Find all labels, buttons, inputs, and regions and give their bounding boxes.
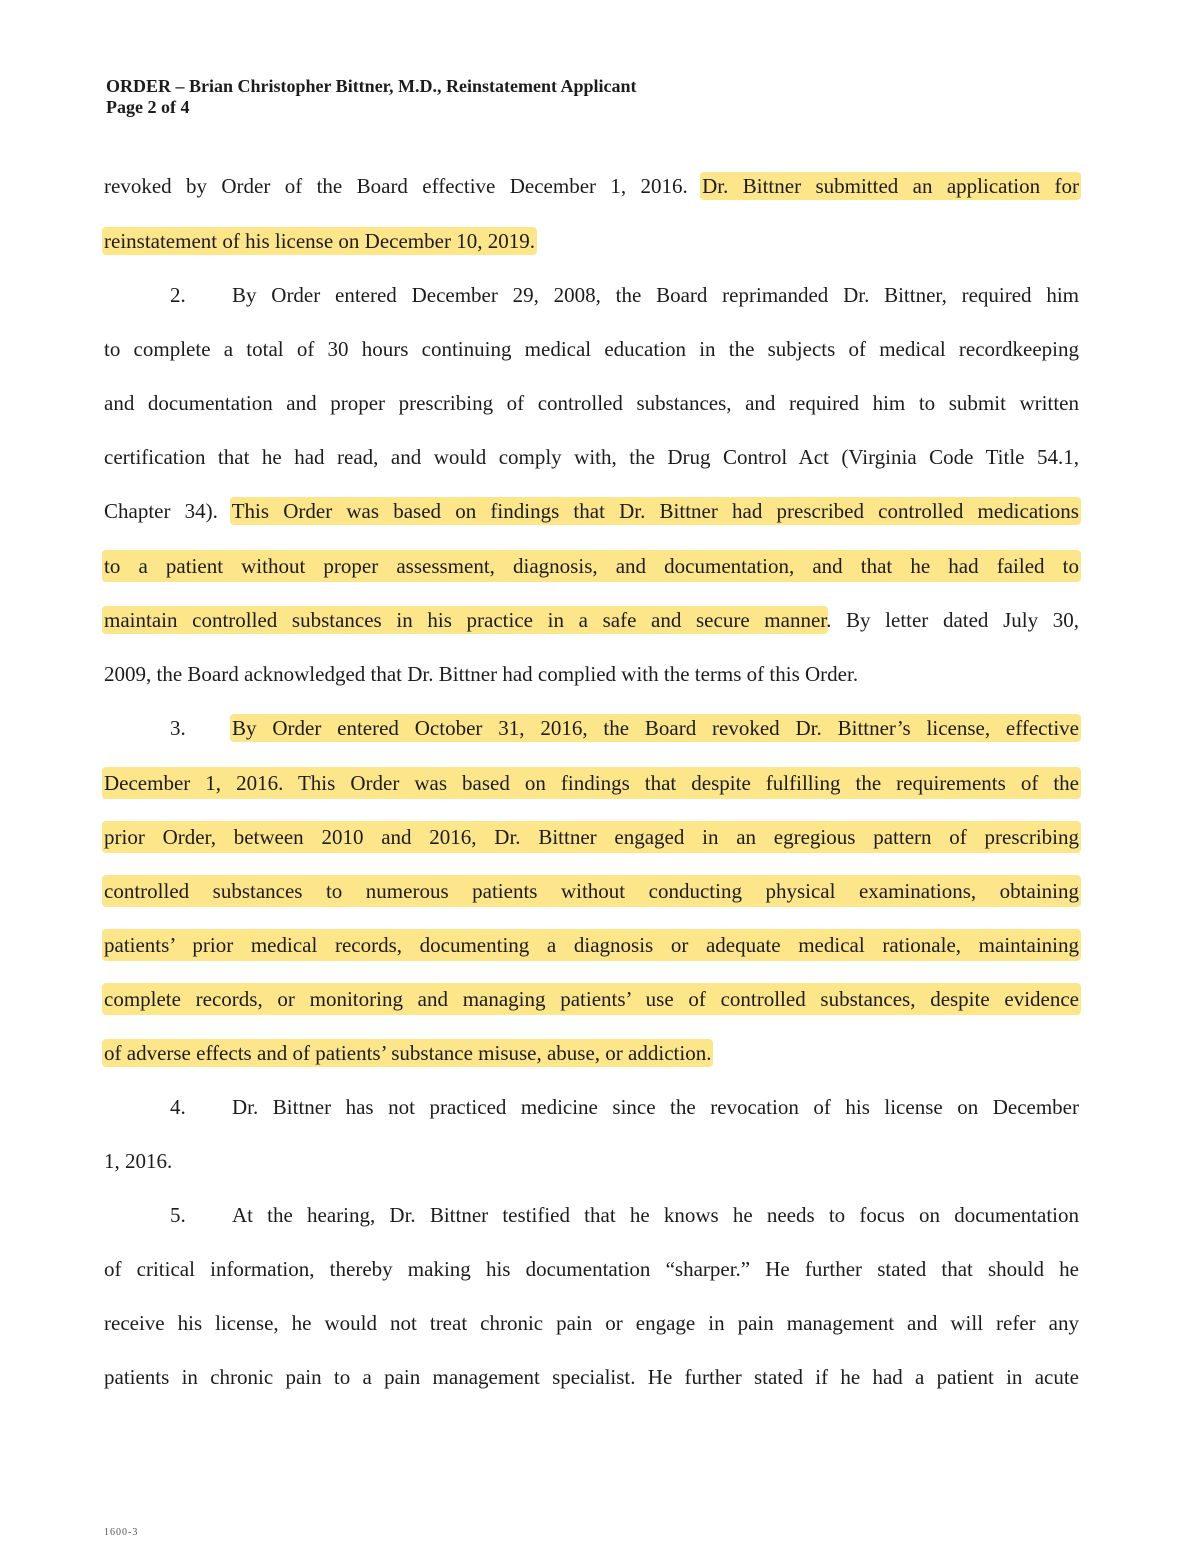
text-span: At the hearing, Dr. Bittner testified that he knows he needs to focus on documentation — [232, 1203, 1079, 1227]
text-line — [104, 877, 1079, 905]
text-line: and documentation and proper prescribing of controlled substances, and required him to submit written — [104, 391, 1079, 415]
highlighted-text: prior Order, between 2010 and 2016, Dr. Bittner engaged in an egregious pattern of prescribing — [104, 825, 1079, 849]
text-line: receive his license, he would not treat chronic pain or engage in pain management and will refer any — [104, 1311, 1079, 1335]
text-line — [104, 606, 1079, 634]
highlighted-text: complete records, or monitoring and managing patients’ use of controlled substances, despite evidence — [104, 987, 1079, 1011]
text-line — [104, 552, 1079, 580]
document-header — [106, 76, 637, 118]
paragraph-number: 2. — [170, 283, 186, 307]
form-code: 1600-3 — [104, 1527, 139, 1538]
text-span: Chapter 34). — [104, 499, 218, 523]
text-line: patients in chronic pain to a pain management specialist. He further stated if he had a patient in acute — [104, 1365, 1079, 1389]
text-line — [104, 227, 1079, 255]
highlighted-text: controlled substances to numerous patients without conducting physical examinations, obtaining — [104, 879, 1079, 903]
text-line — [104, 769, 1079, 797]
text-line: 2009, the Board acknowledged that Dr. Bittner had complied with the terms of this Order. — [104, 662, 859, 686]
text-line — [104, 1201, 1079, 1229]
header-title: ORDER – Brian Christopher Bittner, M.D., Reinstatement Applicant — [106, 76, 637, 96]
text-span: Dr. Bittner has not practiced medicine since the revocation of his license on December — [232, 1095, 1079, 1119]
highlighted-text: reinstatement of his license on December 10, 2019. — [104, 229, 535, 253]
text-line: to complete a total of 30 hours continuing medical education in the subjects of medical recordkeeping — [104, 337, 1079, 361]
highlighted-text: December 1, 2016. This Order was based on findings that despite fulfilling the requirements of the — [104, 771, 1079, 795]
highlighted-text: to a patient without proper assessment, diagnosis, and documentation, and that he had failed to — [104, 554, 1079, 578]
text-line — [104, 1039, 1079, 1067]
highlighted-text: By Order entered October 31, 2016, the Board revoked Dr. Bittner’s license, effective — [232, 716, 1079, 740]
text-line — [104, 172, 1079, 200]
text-line — [104, 931, 1079, 959]
highlighted-text: patients’ prior medical records, documenting a diagnosis or adequate medical rationale, maintaining — [104, 933, 1079, 957]
header-page-number: Page 2 of 4 — [106, 97, 190, 117]
text-line: 1, 2016. — [104, 1149, 173, 1173]
text-line: of critical information, thereby making his documentation “sharper.” He further stated that should he — [104, 1257, 1079, 1281]
text-span: By Order entered December 29, 2008, the Board reprimanded Dr. Bittner, required him — [232, 283, 1079, 307]
text-line — [104, 281, 1079, 309]
paragraph-number: 4. — [170, 1095, 186, 1119]
highlighted-text: This Order was based on findings that Dr. Bittner had prescribed controlled medications — [231, 499, 1079, 523]
text-line — [104, 823, 1079, 851]
text-line — [104, 1093, 1079, 1121]
paragraph-number: 5. — [170, 1203, 186, 1227]
text-span: revoked by Order of the Board effective December 1, 2016. — [104, 174, 688, 198]
text-line: certification that he had read, and would comply with, the Drug Control Act (Virginia Code Title 54.1, — [104, 445, 1079, 469]
text-line — [104, 985, 1079, 1013]
highlighted-text: maintain controlled substances in his practice in a safe and secure manner — [104, 608, 827, 632]
highlighted-text: of adverse effects and of patients’ substance misuse, abuse, or addiction. — [104, 1041, 712, 1065]
paragraph-number: 3. — [170, 716, 186, 740]
highlighted-text: Dr. Bittner submitted an application for — [702, 174, 1079, 198]
text-line — [104, 497, 1079, 525]
text-line — [104, 714, 1079, 742]
text-span: . By letter dated July 30, — [826, 608, 1079, 632]
